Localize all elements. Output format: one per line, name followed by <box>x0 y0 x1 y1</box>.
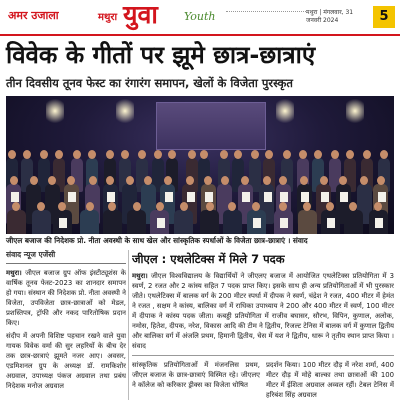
certificate <box>301 192 309 202</box>
person-head <box>186 176 194 185</box>
person-head <box>363 150 371 159</box>
stage-light <box>116 96 134 126</box>
section-title-en: Youth <box>184 10 216 23</box>
person-head <box>346 150 354 159</box>
person-head <box>320 176 328 185</box>
person-head <box>234 150 242 159</box>
person-head <box>8 150 16 159</box>
person-head <box>30 176 38 185</box>
person-head <box>380 150 388 159</box>
dateline-lead: मथुरा। <box>6 269 22 277</box>
page-number-badge: 5 <box>373 6 395 28</box>
certificate <box>327 218 335 228</box>
person-head <box>88 150 96 159</box>
split-paragraphs <box>132 360 394 400</box>
left-article-column <box>6 250 126 400</box>
certificate <box>107 192 115 202</box>
person-figure <box>223 210 242 234</box>
sub-headline: तीन दिवसीय तूनव फेस्ट का रंगारंग समापन, खेलों के विजेता पुरस्कृत <box>6 76 293 90</box>
person-head <box>133 202 141 211</box>
masthead-divider <box>226 11 306 19</box>
photo-caption: जीएल बजाज की निदेशक प्रो. नीता अवस्थी के साथ खेल और सांस्कृतिक स्पर्धाओं के विजेता छात्र-छात्राएं । संवाद <box>6 236 308 245</box>
certificate <box>242 192 250 202</box>
person-head <box>331 150 339 159</box>
person-figure <box>103 210 122 234</box>
person-head <box>188 150 196 159</box>
person-head <box>89 176 97 185</box>
side-article-headline: जीएल : एथलेटिक्स में मिले 7 पदक <box>132 252 285 266</box>
certificate <box>187 192 195 202</box>
byline-rule <box>6 263 126 264</box>
person-head <box>314 150 322 159</box>
person-head <box>283 150 291 159</box>
person-head <box>23 150 31 159</box>
person-figure <box>344 210 363 234</box>
person-head <box>263 176 271 185</box>
masthead <box>0 0 400 36</box>
certificate <box>253 218 261 228</box>
person-head <box>180 202 188 211</box>
column-separator <box>128 250 129 400</box>
sub-paragraph-right: प्रदर्शन किया। 100 मीटर दौड़ में नरेश शर्मा, 400 मीटर दौड़ में मोहे बाल्का तथा छात्राओं की 100 मीटर में ईशिता अग्रवाल अव्वल रहीं। टेबल टेनिस में हरिबंश सिंह अग्रवाल <box>266 361 394 399</box>
person-head <box>138 150 146 159</box>
certificate <box>264 192 272 202</box>
certificate <box>165 192 173 202</box>
person-figure <box>80 210 99 234</box>
byline: संवाद न्यूज एजेंसी <box>6 250 56 259</box>
certificate <box>378 192 386 202</box>
dateline-lead: मथुरा। <box>132 272 148 280</box>
person-head <box>164 176 172 185</box>
certificate <box>321 192 329 202</box>
article-text: जीएल बजाज ग्रुप ऑफ इंस्टीट्यूशंस के वार्षिक तूनव फेस्ट-2023 का शानदार समापन हो गया। संस्थान की निदेशक प्रो. नीता अवस्थी ने विजेता, उपविजेता छात्र-छात्राओं को मेडल, प्रशस्तिपत्र, ट्रॉफी और नकद पारितोषिक प्रदान किए। <box>6 269 126 327</box>
article-divider <box>132 355 394 356</box>
person-head <box>377 176 385 185</box>
person-figure <box>32 210 51 234</box>
newspaper-logo: अमर उजाला <box>8 9 59 22</box>
right-article-column <box>132 250 394 400</box>
person-head <box>156 202 164 211</box>
certificate <box>59 218 67 228</box>
person-figure <box>174 210 193 234</box>
person-head <box>126 176 134 185</box>
person-head <box>37 202 45 211</box>
person-head <box>221 176 229 185</box>
person-figure <box>127 210 146 234</box>
person-head <box>220 150 228 159</box>
certificate <box>340 192 348 202</box>
certificate <box>157 218 165 228</box>
person-head <box>10 176 18 185</box>
person-head <box>252 202 260 211</box>
masthead-rule <box>0 34 400 36</box>
stage-light <box>276 96 294 126</box>
photo-caption-bar <box>6 234 394 247</box>
sub-paragraph-left: सांस्कृतिक प्रतियोगिताओं में मंजनलिस प्रथम, जीएल बजाज के छात्र-छात्राएं विस्मित रहे। जीएलए ने कॉलेज को करिकार ड्रीक्स का विजेता धोषित <box>132 361 260 389</box>
article-paragraph <box>6 268 126 328</box>
person-figure <box>298 210 317 234</box>
event-photo <box>6 96 394 234</box>
certificate <box>280 192 288 202</box>
certificate <box>205 192 213 202</box>
side-article-paragraph <box>132 271 394 351</box>
person-head <box>154 150 162 159</box>
person-head <box>206 202 214 211</box>
certificate <box>280 218 288 228</box>
group-of-students <box>6 140 394 234</box>
certificate <box>68 192 76 202</box>
article-paragraph: संदीप में अपनी विशिष्ट पहचान रखने वाले युवा गायक विवेक वर्मा की सुर लहरियों के बीच देर तक छात्र-छात्राएं झूमते नजर आए। अवसर, एडमिशनल ग्रुप के अध्यक्ष डॉ. रामकिशोर अग्रवाल, उपाध्यक्ष पंकज अग्रवाल तथा प्रबंध निदेशक मनोज अग्रवाल <box>6 332 126 390</box>
edition-city: मथुरा <box>98 12 118 23</box>
side-article-text: जीएल विश्वविद्यालय के विद्यार्थियों ने जीएलए बजाज में आयोजित एथलेटिक्स प्रतियोगिता में 3 स्वर्ण, 2 रजत और 2 कांस्य सहित 7 पदक प्राप्त किए। इसके साथ ही अन्य प्रतियोगिताओं में भी पुरस्कार जीते। एथलेटिक्स में बालक वर्ग के 200 मीटर स्पर्धा में दीपक ने स्वर्ण, चंद्रेश ने रजत, 400 मीटर में हेमंत ने रजत , सक्षम ने कांस्य, बालिका वर्ग में राधिका उपाध्याय ने 200 और 400 मीटर में स्वर्ण, 100 मीटर में दीपाक ने कांस्य पदक जीता। कबड्डी प्रतियोगिता में राजीव बघासर, सौरभ, विपिन, कुणाल, अलोक, नमोस, हितेश, दीपक, नरेश, विकास आदि की टीम ने द्वितीय, रिजल्ट टेनिस में बालक वर्ग में कुणाल द्वितीय और बालिका वर्ग में अंजलि प्रथम, हिमानी द्वितीय, चेस में यश ने द्वितीय, धारू ने तृतीय स्थान प्राप्त किया । संवाद <box>132 272 394 350</box>
section-title: युवा <box>123 0 158 29</box>
dateline: मथुरा | मंगलवार, 31 जनवरी 2024 <box>306 9 354 24</box>
stage-light <box>346 96 364 126</box>
person-head <box>106 150 114 159</box>
person-head <box>55 150 63 159</box>
person-head <box>86 202 94 211</box>
certificate <box>11 192 19 202</box>
main-headline: विवेक के गीतों पर झूमे छात्र-छात्राएं <box>6 41 316 69</box>
stage-light <box>46 96 64 126</box>
certificate <box>375 218 383 228</box>
person-figure <box>200 210 219 234</box>
person-head <box>73 150 81 159</box>
person-figure <box>7 210 26 234</box>
